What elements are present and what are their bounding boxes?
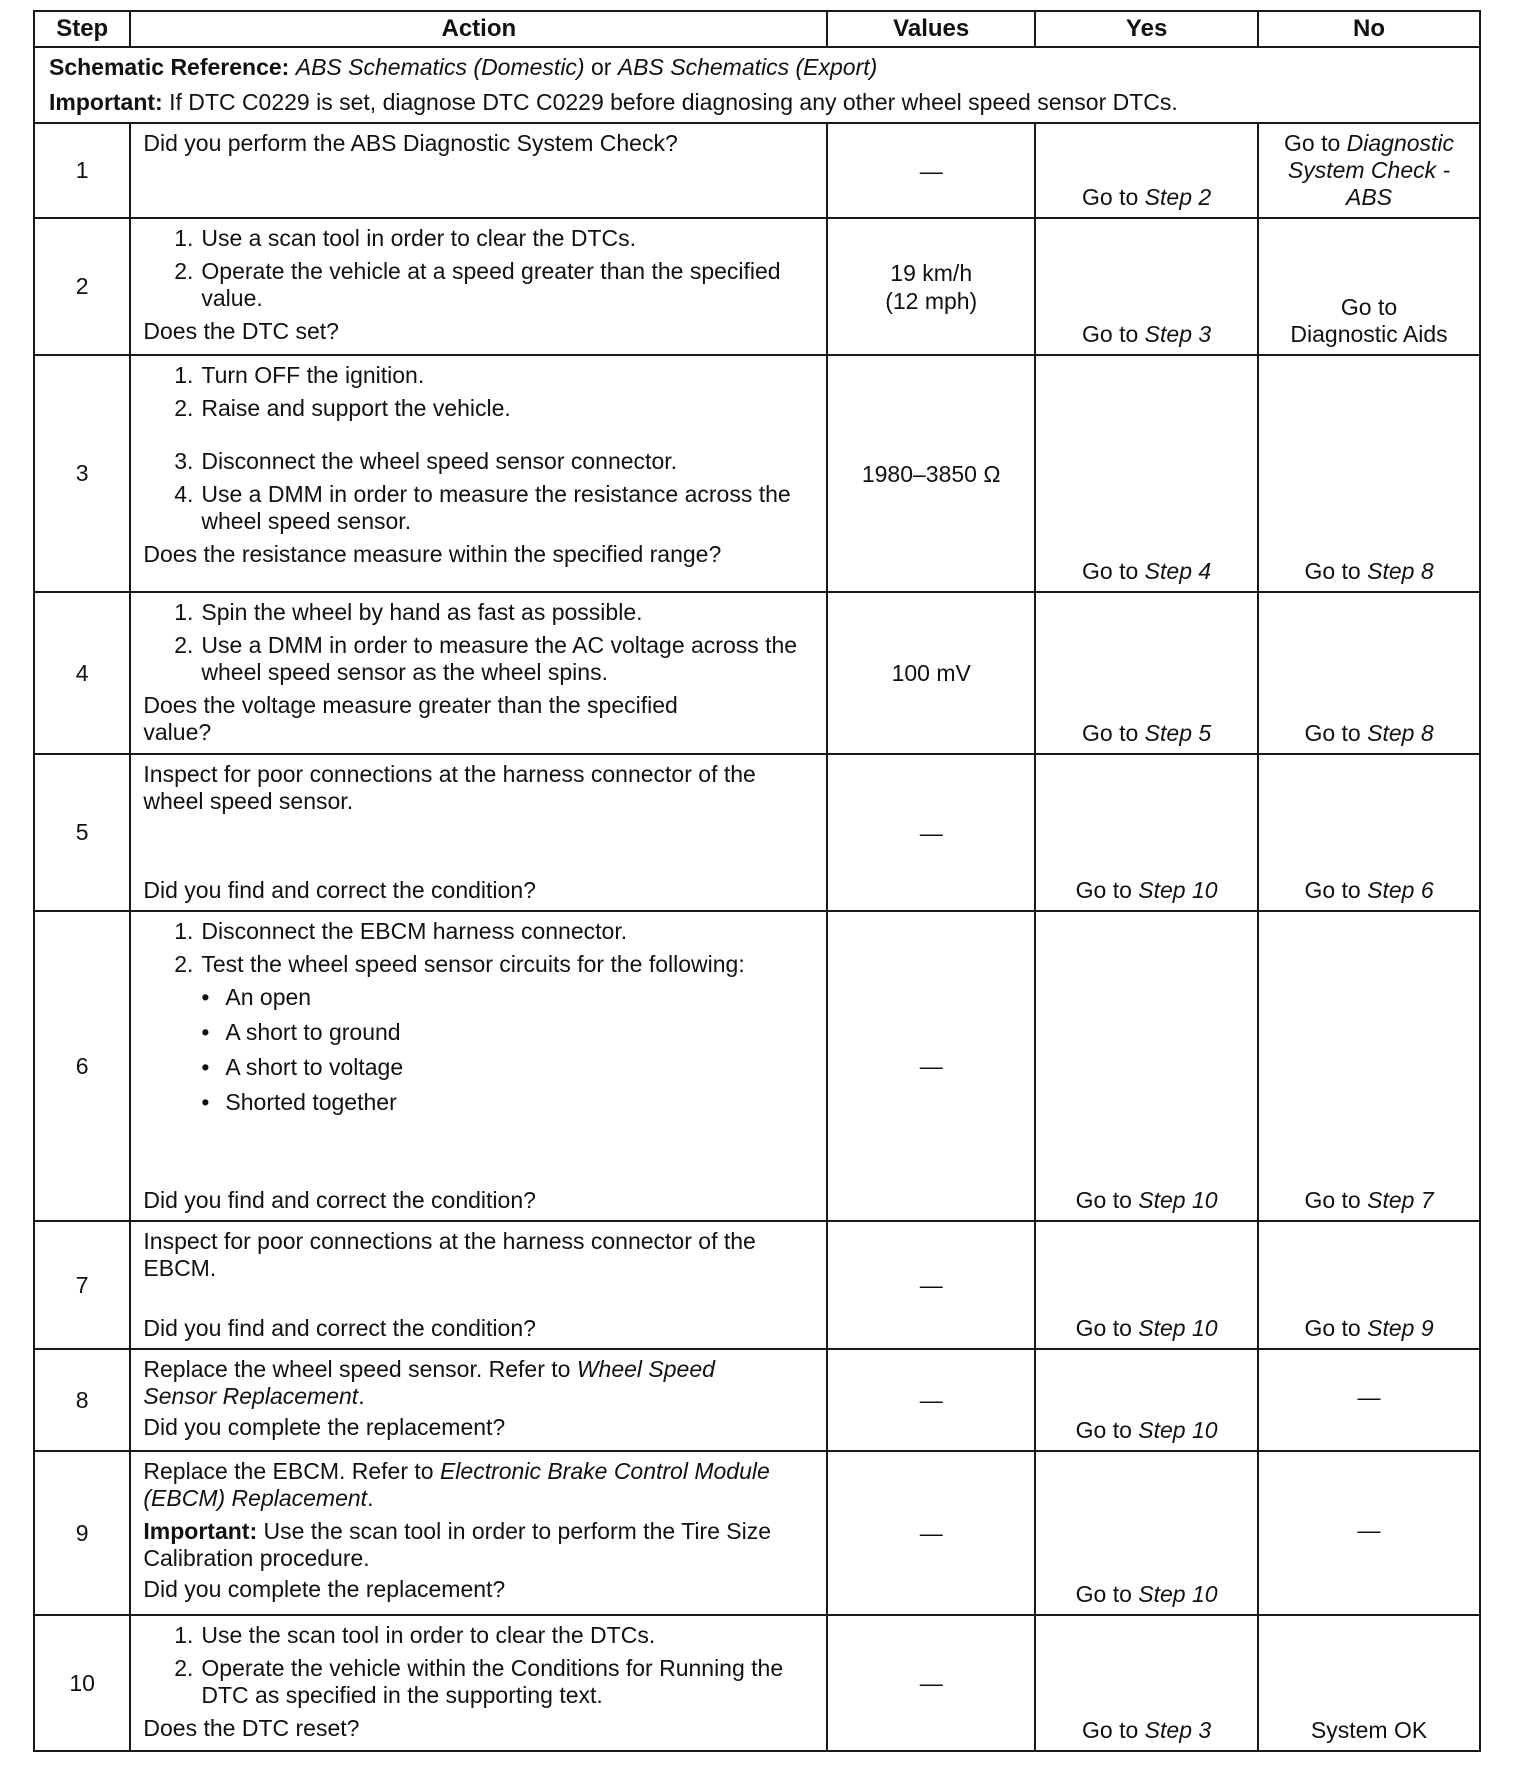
bullet-item: • Shorted together (201, 1089, 397, 1115)
step-action (130, 1451, 827, 1615)
step-action (130, 592, 827, 754)
goto-label: Go to (1082, 558, 1139, 584)
goto-target: Diagnostic System Check - ABS (1287, 130, 1455, 210)
goto-label: Go to (1304, 720, 1361, 746)
step-question: Does the DTC set? (143, 318, 339, 344)
step-value: — (827, 911, 1035, 1221)
goto-label: Go to (1075, 1417, 1132, 1443)
step-no[interactable] (1258, 754, 1480, 911)
step-yes[interactable] (1035, 1615, 1258, 1751)
important-text: If DTC C0229 is set, diagnose DTC C0229 before diagnosing any other wheel speed sensor DTCs. (169, 89, 1178, 115)
step-value: — (827, 754, 1035, 911)
goto-label: Go to (1082, 184, 1139, 210)
list-item: 3. Disconnect the wheel speed sensor connector. (174, 448, 678, 474)
step-value: 100 mV (827, 592, 1035, 754)
step-value: — (827, 123, 1035, 218)
goto-label: Go to (1284, 130, 1341, 156)
step-number: 10 (34, 1615, 130, 1751)
goto-target: Step 4 (1144, 558, 1212, 584)
header-yes: Yes (1035, 11, 1258, 47)
goto-label: Go to (1075, 1315, 1132, 1341)
step-action (130, 754, 827, 911)
step-question: Did you find and correct the condition? (143, 1187, 536, 1213)
step-number: 1 (34, 123, 130, 218)
step-value: — (827, 1615, 1035, 1751)
step-value: — (827, 1221, 1035, 1349)
step-value: — (827, 1451, 1035, 1615)
goto-label: Go to (1340, 294, 1398, 320)
goto-label: Go to (1082, 321, 1139, 347)
step-question: Did you perform the ABS Diagnostic System Check? (143, 130, 678, 156)
step-action (130, 1615, 827, 1751)
step-value: 19 km/h (12 mph) (827, 218, 1035, 355)
schematic-link-domestic[interactable]: ABS Schematics (Domestic) (295, 54, 585, 80)
list-item: 1. Spin the wheel by hand as fast as possible. (174, 599, 643, 625)
step-action (130, 355, 827, 592)
goto-target: Step 8 (1367, 720, 1434, 746)
step-text: Replace the EBCM. Refer to Electronic Brake Control Module (EBCM) Replacement. (143, 1458, 770, 1511)
step-question: Did you find and correct the condition? (143, 877, 536, 903)
step-number: 5 (34, 754, 130, 911)
goto-target: Step 3 (1144, 1717, 1212, 1743)
goto-label: Go to (1304, 1315, 1361, 1341)
goto-label: Go to (1304, 877, 1361, 903)
step-action (130, 1221, 827, 1349)
header-values: Values (827, 11, 1035, 47)
step-value: — (827, 1349, 1035, 1451)
list-item: 2. Test the wheel speed sensor circuits for the following: (174, 951, 745, 977)
bullet-item: • An open (201, 984, 312, 1010)
step-action (130, 123, 827, 218)
reference-cell (34, 47, 1480, 123)
goto-target: Step 10 (1138, 1315, 1218, 1341)
step-text: Replace the wheel speed sensor. Refer to Wheel Speed Sensor Replacement. (143, 1356, 715, 1409)
table-row (34, 123, 1480, 218)
table-row (34, 911, 1480, 1221)
diagnostic-table-sheet (33, 10, 1481, 1752)
schematic-reference (49, 50, 1465, 85)
step-text: Inspect for poor connections at the harness connector of the wheel speed sensor. (143, 761, 756, 814)
goto-label: Go to (1075, 1187, 1132, 1213)
step-number: 2 (34, 218, 130, 355)
important-label: Important: (49, 89, 163, 115)
step-number: 8 (34, 1349, 130, 1451)
step-text: Inspect for poor connections at the harness connector of the EBCM. (143, 1228, 756, 1281)
step-no: System OK (1258, 1615, 1480, 1751)
list-item: 1. Disconnect the EBCM harness connector. (174, 918, 628, 944)
goto-target: Step 6 (1367, 877, 1434, 903)
table-row (34, 1451, 1480, 1615)
reference-row (34, 47, 1480, 123)
step-no[interactable] (1258, 123, 1480, 218)
goto-target: Diagnostic Aids (1290, 321, 1448, 347)
step-number: 9 (34, 1451, 130, 1615)
diagnostic-table (33, 10, 1481, 1752)
list-item: 4. Use a DMM in order to measure the resistance across the wheel speed sensor. (174, 481, 791, 534)
table-row (34, 754, 1480, 911)
replacement-link[interactable]: Electronic Brake Control Module (EBCM) Replacement (143, 1458, 770, 1511)
list-item: 2. Operate the vehicle within the Conditions for Running the DTC as specified in the supporting text. (174, 1655, 784, 1708)
step-question: Does the resistance measure within the specified range? (143, 541, 722, 567)
step-question: Did you complete the replacement? (143, 1414, 506, 1440)
step-number: 3 (34, 355, 130, 592)
step-yes[interactable] (1035, 592, 1258, 754)
step-question: Did you find and correct the condition? (143, 1315, 536, 1341)
step-no[interactable] (1258, 218, 1480, 355)
goto-target: Step 2 (1144, 184, 1212, 210)
step-no: — (1258, 1451, 1480, 1615)
goto-target: Step 5 (1144, 720, 1212, 746)
bullet-item: • A short to voltage (201, 1054, 404, 1080)
goto-label: Go to (1075, 1581, 1132, 1607)
step-yes[interactable] (1035, 911, 1258, 1221)
table-row (34, 1615, 1480, 1751)
step-important: Important: Use the scan tool in order to perform the Tire Size Calibration procedure. (143, 1518, 772, 1571)
step-question: Does the DTC reset? (143, 1715, 360, 1741)
list-item: 1. Use the scan tool in order to clear the DTCs. (174, 1622, 656, 1648)
step-yes[interactable] (1035, 218, 1258, 355)
goto-target: Step 9 (1367, 1315, 1434, 1341)
step-value: 1980–3850 Ω (827, 355, 1035, 592)
step-no[interactable] (1258, 911, 1480, 1221)
schematic-label: Schematic Reference: (49, 54, 290, 80)
table-row (34, 592, 1480, 754)
step-no[interactable] (1258, 592, 1480, 754)
step-yes[interactable] (1035, 1349, 1258, 1451)
step-yes[interactable] (1035, 1221, 1258, 1349)
header-step: Step (34, 11, 130, 47)
step-no[interactable] (1258, 1221, 1480, 1349)
step-action (130, 218, 827, 355)
list-item: 2. Use a DMM in order to measure the AC voltage across the wheel speed sensor as the wheel spins. (174, 632, 798, 685)
replacement-link[interactable]: Wheel Speed Sensor Replacement (143, 1356, 715, 1409)
step-action (130, 911, 827, 1221)
step-number: 6 (34, 911, 130, 1221)
table-row (34, 355, 1480, 592)
schematic-link-export[interactable]: ABS Schematics (Export) (617, 54, 878, 80)
table-row (34, 1349, 1480, 1451)
goto-label: Go to (1082, 720, 1139, 746)
list-item: 1. Turn OFF the ignition. (174, 362, 425, 388)
list-item: 2. Raise and support the vehicle. (174, 395, 511, 421)
goto-target: Step 8 (1367, 558, 1434, 584)
goto-target: Step 7 (1367, 1187, 1434, 1213)
step-no: — (1258, 1349, 1480, 1451)
goto-target: Step 10 (1138, 1187, 1218, 1213)
goto-label: Go to (1082, 1717, 1139, 1743)
header-action: Action (130, 11, 827, 47)
step-action (130, 1349, 827, 1451)
important-note (49, 85, 1465, 120)
step-yes[interactable] (1035, 123, 1258, 218)
bullet-item: • A short to ground (201, 1019, 401, 1045)
goto-target: Step 10 (1138, 1581, 1218, 1607)
step-question: Did you complete the replacement? (143, 1576, 506, 1602)
list-item: 2. Operate the vehicle at a speed greater than the specified value. (174, 258, 781, 311)
header-row (34, 11, 1480, 47)
goto-label: Go to (1304, 558, 1361, 584)
step-no[interactable] (1258, 355, 1480, 592)
goto-target: Step 3 (1144, 321, 1212, 347)
step-question: Does the voltage measure greater than the specified value? (143, 692, 678, 745)
step-number: 4 (34, 592, 130, 754)
goto-target: Step 10 (1138, 1417, 1218, 1443)
list-item: 1. Use a scan tool in order to clear the DTCs. (174, 225, 637, 251)
goto-label: Go to (1304, 1187, 1361, 1213)
step-yes[interactable] (1035, 355, 1258, 592)
goto-label: Go to (1075, 877, 1132, 903)
schematic-or: or (590, 54, 612, 80)
step-number: 7 (34, 1221, 130, 1349)
table-row (34, 218, 1480, 355)
step-yes[interactable] (1035, 754, 1258, 911)
goto-target: Step 10 (1138, 877, 1218, 903)
header-no: No (1258, 11, 1480, 47)
step-yes[interactable] (1035, 1451, 1258, 1615)
table-row (34, 1221, 1480, 1349)
